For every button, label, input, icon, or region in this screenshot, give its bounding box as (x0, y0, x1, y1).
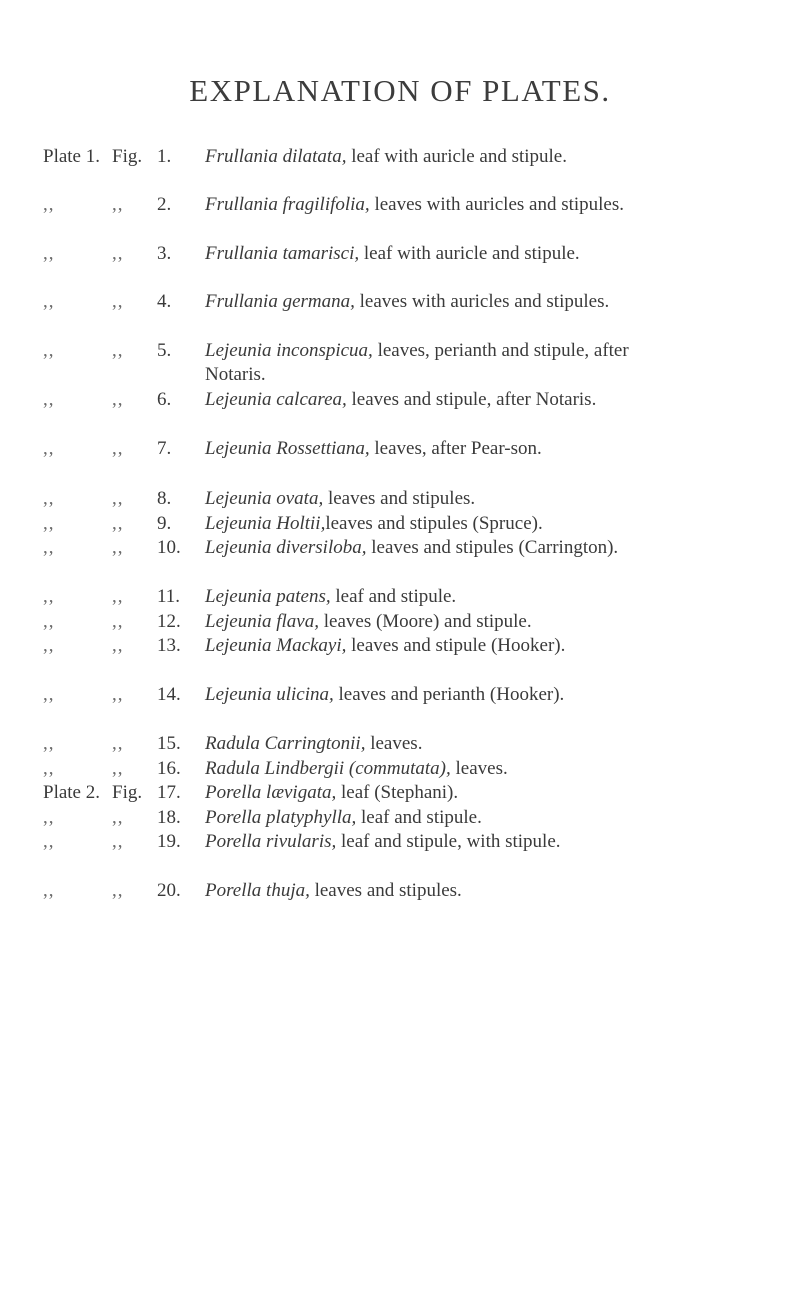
figure-number: 2. (157, 194, 172, 215)
figure-number: 1. (157, 146, 172, 167)
description-text: leaves and perianth (Hooker). (333, 684, 565, 705)
description-text: leaf and stipule. (356, 807, 482, 828)
description-text: leaf and stipule, with stipule. (336, 831, 561, 852)
figure-description (205, 193, 667, 217)
figure-description (205, 290, 667, 314)
figure-description (205, 610, 667, 634)
description-text: leaf (Stephani). (336, 782, 459, 803)
figure-number: 16. (157, 758, 181, 779)
plate-label: ,, (43, 389, 55, 410)
plate-label: ,, (43, 488, 55, 509)
species-name: Lejeunia Mackayi, (205, 635, 347, 656)
figure-label: ,, (112, 611, 124, 632)
description-text: leaves, perianth and stipule, after Notaris. (205, 340, 629, 385)
plate-label: ,, (43, 611, 55, 632)
figure-label: ,, (112, 537, 124, 558)
description-text: leaves and stipules. (323, 488, 476, 509)
species-name: Frullania fragilifolia, (205, 194, 370, 215)
plate-label: Plate 2. (43, 782, 100, 803)
figure-number: 12. (157, 611, 181, 632)
description-text: leaf and stipule. (330, 586, 457, 607)
page-title: EXPLANATION OF PLATES. (189, 73, 611, 108)
plate-label: ,, (43, 243, 55, 264)
plate-label: ,, (43, 513, 55, 534)
description-text: leaves and stipules. (309, 880, 462, 901)
species-name: Lejeunia Holtii, (205, 513, 326, 534)
figure-label: ,, (112, 758, 124, 779)
figure-label: ,, (112, 243, 124, 264)
figure-number: 20. (157, 880, 181, 901)
description-text: leaves (Moore) and stipule. (318, 611, 532, 632)
figure-number: 3. (157, 243, 172, 264)
figure-number: 19. (157, 831, 181, 852)
description-text: leaf with auricle and stipule. (359, 243, 580, 264)
species-name: Lejeunia calcarea, (205, 389, 347, 410)
figure-number: 4. (157, 291, 172, 312)
figure-description (205, 634, 667, 658)
plate-label: ,, (43, 880, 55, 901)
figure-description (205, 487, 667, 511)
figure-description (205, 806, 667, 830)
figure-number: 14. (157, 684, 181, 705)
species-name: Lejeunia Rossettiana, (205, 438, 370, 459)
plate-label: ,, (43, 194, 55, 215)
figure-number: 7. (157, 438, 172, 459)
figure-description (205, 781, 667, 805)
figure-label: ,, (112, 340, 124, 361)
species-name: Porella thuja, (205, 880, 310, 901)
figure-number: 15. (157, 733, 181, 754)
figure-number: 5. (157, 340, 172, 361)
figure-label: ,, (112, 880, 124, 901)
species-name: Porella rivularis, (205, 831, 337, 852)
description-text: leaves with auricles and stipules. (354, 291, 610, 312)
species-name: Radula Carringtonii, (205, 733, 366, 754)
plate-label: ,, (43, 537, 55, 558)
figure-number: 8. (157, 488, 172, 509)
figure-description (205, 879, 667, 903)
figure-label: ,, (112, 733, 124, 754)
figure-description (205, 536, 667, 560)
figure-label: ,, (112, 438, 124, 459)
plate-label: ,, (43, 831, 55, 852)
figure-label: ,, (112, 513, 124, 534)
species-name: Porella lævigata, (205, 782, 337, 803)
figure-number: 13. (157, 635, 181, 656)
description-text: leaves. (450, 758, 508, 779)
figure-number: 11. (157, 586, 181, 607)
species-name: Lejeunia inconspicua, (205, 340, 373, 361)
plate-label: ,, (43, 340, 55, 361)
description-text: leaves and stipules (Spruce). (325, 513, 543, 534)
description-text: leaves with auricles and stipules. (369, 194, 625, 215)
figure-label: ,, (112, 635, 124, 656)
figure-label: ,, (112, 807, 124, 828)
figure-label: ,, (112, 684, 124, 705)
figure-label: ,, (112, 389, 124, 410)
description-text: leaves and stipule (Hooker). (346, 635, 566, 656)
figure-description (205, 242, 667, 266)
description-text: leaves, after Pear-son. (369, 438, 542, 459)
plate-label: ,, (43, 291, 55, 312)
figure-label: ,, (112, 291, 124, 312)
plate-label: ,, (43, 586, 55, 607)
figure-number: 9. (157, 513, 172, 534)
description-text: leaves and stipule, after Notaris. (346, 389, 597, 410)
figure-label: ,, (112, 586, 124, 607)
figure-description (205, 388, 667, 412)
figure-description (205, 732, 667, 756)
plate-label: ,, (43, 807, 55, 828)
figure-description (205, 830, 667, 854)
figure-number: 10. (157, 537, 181, 558)
figure-description (205, 757, 667, 781)
figure-number: 18. (157, 807, 181, 828)
figure-description (205, 585, 667, 609)
plate-label: ,, (43, 438, 55, 459)
species-name: Radula Lindbergii (commutata), (205, 758, 451, 779)
species-name: Lejeunia patens, (205, 586, 331, 607)
plate-label: ,, (43, 733, 55, 754)
figure-number: 6. (157, 389, 172, 410)
description-text: leaves and stipules (Carrington). (366, 537, 619, 558)
figure-label: ,, (112, 488, 124, 509)
figure-description (205, 512, 667, 536)
description-text: leaf with auricle and stipule. (346, 146, 567, 167)
figure-label: ,, (112, 194, 124, 215)
description-text: leaves. (365, 733, 423, 754)
species-name: Lejeunia ovata, (205, 488, 324, 509)
species-name: Frullania dilatata, (205, 146, 347, 167)
figure-label: Fig. (112, 146, 143, 167)
plate-label: Plate 1. (43, 146, 100, 167)
plate-label: ,, (43, 684, 55, 705)
figure-label: Fig. (112, 782, 143, 803)
figure-description (205, 339, 667, 387)
species-name: Frullania germana, (205, 291, 355, 312)
species-name: Porella platyphylla, (205, 807, 357, 828)
figure-description (205, 145, 667, 169)
species-name: Lejeunia ulicina, (205, 684, 334, 705)
figure-label: ,, (112, 831, 124, 852)
figure-description (205, 437, 667, 461)
figure-description (205, 683, 667, 707)
species-name: Frullania tamarisci, (205, 243, 360, 264)
plate-label: ,, (43, 758, 55, 779)
plate-label: ,, (43, 635, 55, 656)
figure-number: 17. (157, 782, 181, 803)
species-name: Lejeunia flava, (205, 611, 319, 632)
species-name: Lejeunia diversiloba, (205, 537, 367, 558)
